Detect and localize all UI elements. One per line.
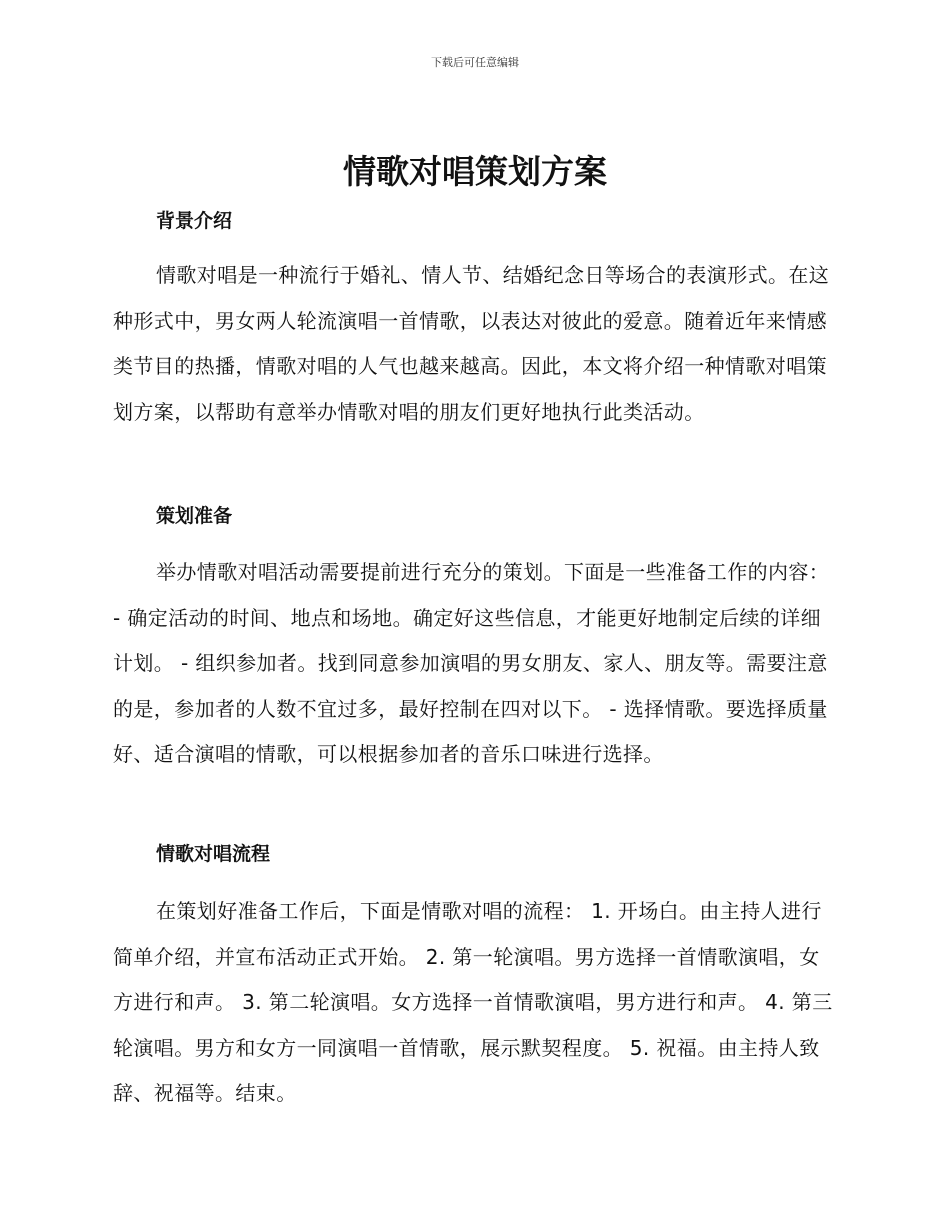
section-heading-background: 背景介绍	[156, 210, 233, 232]
section-heading-preparation: 策划准备	[156, 505, 233, 527]
document-title: 情歌对唱策划方案	[343, 152, 607, 191]
section-body-process: 在策划好准备工作后，下面是情歌对唱的流程： 1. 开场白。由主持人进行简单介绍，并宣布活动正式开始。 2. 第一轮演唱。男方选择一首情歌演唱，女方进行和声。 3. 第二轮演唱。女方选择一首情歌演唱，男方进行和声。 4. 第三轮演唱。男方和女方一同演唱一首情歌，展示默契程度。 5. 祝福。由主持人致辞、祝福等。结束。	[113, 899, 833, 1105]
section-body-preparation: 举办情歌对唱活动需要提前进行充分的策划。下面是一些准备工作的内容： - 确定活动的时间、地点和场地。确定好这些信息，才能更好地制定后续的详细计划。 - 组织参加者。找到同意参加演唱的男女朋友、家人、朋友等。需要注意的是，参加者的人数不宜过多，最好控制在四对以下。 - 选择情歌。要选择质量好、适合演唱的情歌，可以根据参加者的音乐口味进行选择。	[113, 560, 830, 766]
section-body-background: 情歌对唱是一种流行于婚礼、情人节、结婚纪念日等场合的表演形式。在这种形式中，男女两人轮流演唱一首情歌，以表达对彼此的爱意。随着近年来情感类节目的热播，情歌对唱的人气也越来越高。因此，本文将介绍一种情歌对唱策划方案，以帮助有意举办情歌对唱的朋友们更好地执行此类活动。	[113, 263, 830, 424]
header-note: 下载后可任意编辑	[431, 56, 519, 69]
section-heading-process: 情歌对唱流程	[156, 843, 271, 865]
